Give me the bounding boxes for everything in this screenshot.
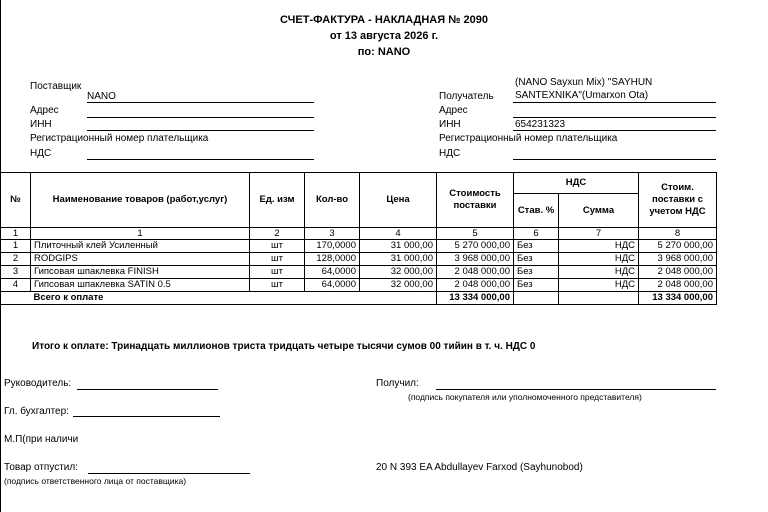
row-cost: 5 270 000,00 xyxy=(437,240,514,253)
released-note: (подпись ответственного лица от поставщика) xyxy=(4,476,187,486)
row-unit: шт xyxy=(250,253,305,266)
released-label: Товар отпустил: xyxy=(4,462,78,473)
row-price: 31 000,00 xyxy=(360,240,437,253)
row-qty: 170,0000 xyxy=(305,240,360,253)
row-unit: шт xyxy=(250,266,305,279)
buyer-address-label: Адрес xyxy=(439,105,468,116)
released-signature-line xyxy=(88,473,250,474)
column-number: 6 xyxy=(514,228,559,240)
table-total-row xyxy=(1,292,717,305)
row-qty: 64,0000 xyxy=(305,266,360,279)
row-cost: 2 048 000,00 xyxy=(437,266,514,279)
supplier-inn-label: ИНН xyxy=(30,119,52,130)
supplier-label: Поставщик xyxy=(30,81,82,92)
supplier-nds-label: НДС xyxy=(30,148,52,159)
row-sum: НДС xyxy=(559,266,639,279)
row-total: 3 968 000,00 xyxy=(639,253,717,266)
total-sum: 13 334 000,00 xyxy=(639,292,717,305)
invoice-table xyxy=(0,172,717,305)
buyer-reg-label: Регистрационный номер плательщика xyxy=(439,133,618,144)
column-number: 7 xyxy=(559,228,639,240)
table-row xyxy=(1,266,717,279)
row-rate: Без xyxy=(514,279,559,292)
total-label: Всего к оплате xyxy=(31,292,437,305)
row-name: Гипсовая шпаклевка FINISH xyxy=(31,266,250,279)
buyer-address-line xyxy=(513,117,716,118)
row-num: 2 xyxy=(1,253,31,266)
column-number: 3 xyxy=(305,228,360,240)
stamp-label: М.П(при наличи xyxy=(4,434,79,445)
column-number: 8 xyxy=(639,228,717,240)
row-name: RODGIPS xyxy=(31,253,250,266)
column-number: 2 xyxy=(250,228,305,240)
row-unit: шт xyxy=(250,279,305,292)
supplier-value: NANO xyxy=(87,91,116,102)
row-qty: 64,0000 xyxy=(305,279,360,292)
supplier-underline xyxy=(87,102,314,103)
buyer-underline xyxy=(513,102,716,103)
header-name: Наименование товаров (работ,услуг) xyxy=(31,173,250,228)
column-number: 5 xyxy=(437,228,514,240)
row-price: 32 000,00 xyxy=(360,266,437,279)
supplier-address-label: Адрес xyxy=(30,105,59,116)
amount-in-words: Итого к оплате: Тринадцать миллионов триста тридцать четыре тысячи сумов 00 тийин в т. ч. НДС 0 xyxy=(32,341,536,352)
row-name: Плиточный клей Усиленный xyxy=(31,240,250,253)
row-num: 4 xyxy=(1,279,31,292)
received-note: (подпись покупателя или уполномоченного представителя) xyxy=(408,392,642,402)
column-numbers-row xyxy=(1,228,717,240)
buyer-value-line2: SANTEXNIKA"(Umarxon Ota) xyxy=(515,90,649,101)
total-cost: 13 334 000,00 xyxy=(437,292,514,305)
column-number: 4 xyxy=(360,228,437,240)
supplier-inn-line xyxy=(87,130,314,131)
buyer-nds-line xyxy=(513,159,716,160)
row-rate: Без xyxy=(514,253,559,266)
buyer-label: Получатель xyxy=(439,91,494,102)
buyer-inn-value: 654231323 xyxy=(515,119,566,130)
header-nds: НДС xyxy=(514,173,639,194)
column-number: 1 xyxy=(31,228,250,240)
header-total-with-nds: Стоим. поставки с учетом НДС xyxy=(639,173,717,228)
buyer-inn-line xyxy=(513,130,716,131)
row-sum: НДС xyxy=(559,279,639,292)
row-sum: НДС xyxy=(559,240,639,253)
supplier-nds-line xyxy=(87,159,314,160)
director-label: Руководитель: xyxy=(4,378,72,389)
director-signature-line xyxy=(77,389,218,390)
table-header-row xyxy=(1,173,717,194)
row-total: 2 048 000,00 xyxy=(639,279,717,292)
received-signature-line xyxy=(436,389,716,390)
header-price: Цена xyxy=(360,173,437,228)
header-sum: Сумма xyxy=(559,194,639,228)
row-sum: НДС xyxy=(559,253,639,266)
header-num: № xyxy=(1,173,31,228)
row-unit: шт xyxy=(250,240,305,253)
header-qty: Кол-во xyxy=(305,173,360,228)
row-total: 5 270 000,00 xyxy=(639,240,717,253)
row-cost: 2 048 000,00 xyxy=(437,279,514,292)
supplier-reg-label: Регистрационный номер плательщика xyxy=(30,133,209,144)
address-note: 20 N 393 EA Abdullayev Farxod (Sayhunobod) xyxy=(376,462,583,473)
accountant-label: Гл. бухгалтер: xyxy=(4,406,69,417)
received-label: Получил: xyxy=(376,378,419,389)
buyer-inn-label: ИНН xyxy=(439,119,461,130)
header-cost: Стоимость поставки xyxy=(437,173,514,228)
table-row xyxy=(1,240,717,253)
row-name: Гипсовая шпаклевка SATIN 0.5 xyxy=(31,279,250,292)
row-cost: 3 968 000,00 xyxy=(437,253,514,266)
table-row xyxy=(1,279,717,292)
header-unit: Ед. изм xyxy=(250,173,305,228)
row-num: 1 xyxy=(1,240,31,253)
table-row xyxy=(1,253,717,266)
supplier-address-line xyxy=(87,117,314,118)
row-total: 2 048 000,00 xyxy=(639,266,717,279)
accountant-signature-line xyxy=(73,416,220,417)
row-num: 3 xyxy=(1,266,31,279)
row-rate: Без xyxy=(514,266,559,279)
header-rate: Став. % xyxy=(514,194,559,228)
column-number: 1 xyxy=(1,228,31,240)
buyer-nds-label: НДС xyxy=(439,148,461,159)
document-date: от 13 августа 2026 г. xyxy=(329,30,439,42)
buyer-value-line1: (NANO Sayxun Mix) "SAYHUN xyxy=(515,77,653,88)
row-qty: 128,0000 xyxy=(305,253,360,266)
document-title: СЧЕТ-ФАКТУРА - НАКЛАДНАЯ № 2090 xyxy=(280,14,488,26)
row-price: 31 000,00 xyxy=(360,253,437,266)
row-rate: Без xyxy=(514,240,559,253)
row-price: 32 000,00 xyxy=(360,279,437,292)
document-contract: по: NANO xyxy=(357,46,411,58)
